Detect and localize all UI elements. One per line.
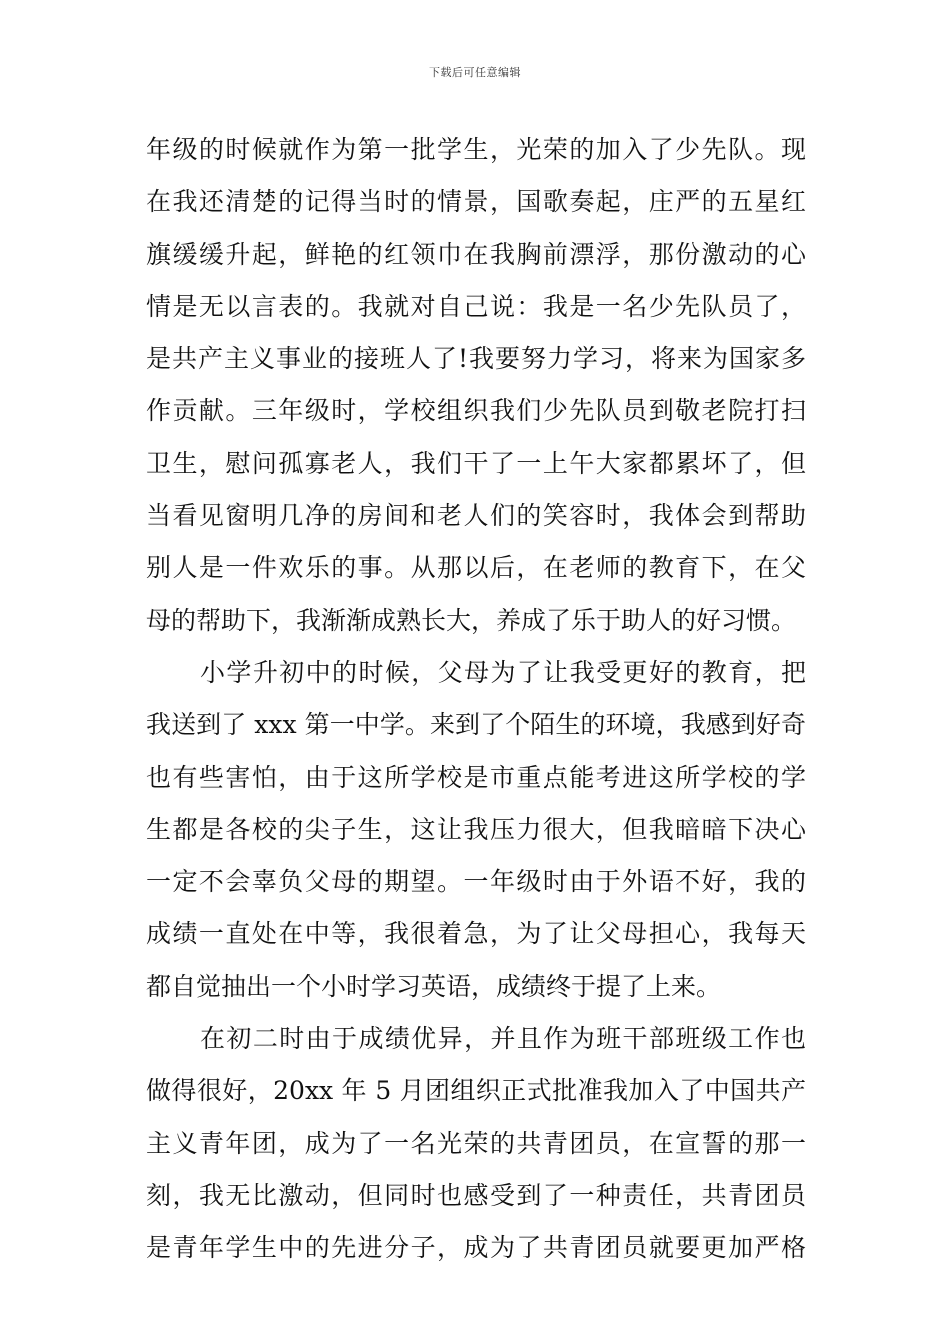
text-line: 主义青年团，成为了一名光荣的共青团员，在宣誓的那一 [146, 1128, 806, 1158]
text-line: 情是无以言表的。我就对自己说：我是一名少先队员了， [146, 291, 806, 321]
text-line: 是青年学生中的先进分子，成为了共青团员就要更加严格 [146, 1233, 806, 1263]
body-text [146, 124, 806, 1275]
text-line: 我送到了 xxx 第一中学。来到了个陌生的环境，我感到好奇 [146, 710, 806, 740]
text-line: 生都是各校的尖子生，这让我压力很大，但我暗暗下决心 [146, 814, 806, 844]
text-line: 都自觉抽出一个小时学习英语，成绩终于提了上来。 [146, 971, 722, 1001]
text-line: 在我还清楚的记得当时的情景，国歌奏起，庄严的五星红 [146, 187, 806, 217]
page-header: 下载后可任意编辑 [429, 66, 521, 79]
text-line: 小学升初中的时候，父母为了让我受更好的教育，把 [200, 657, 806, 687]
text-line: 旗缓缓升起，鲜艳的红领巾在我胸前漂浮，那份激动的心 [146, 239, 806, 269]
text-line: 在初二时由于成绩优异，并且作为班干部班级工作也 [200, 1024, 806, 1054]
text-line: 卫生，慰问孤寡老人，我们干了一上午大家都累坏了，但 [146, 448, 806, 478]
text-line: 母的帮助下，我渐渐成熟长大，养成了乐于助人的好习惯。 [146, 605, 797, 635]
paragraph [146, 1013, 806, 1274]
text-line: 刻，我无比激动，但同时也感受到了一种责任，共青团员 [146, 1180, 806, 1210]
text-line: 年级的时候就作为第一批学生，光荣的加入了少先队。现 [146, 135, 806, 164]
text-line: 成绩一直处在中等，我很着急，为了让父母担心，我每天 [146, 919, 806, 949]
paragraph [146, 124, 806, 647]
text-line: 当看见窗明几净的房间和老人们的笑容时，我体会到帮助 [146, 501, 806, 531]
text-line: 别人是一件欢乐的事。从那以后，在老师的教育下，在父 [146, 553, 806, 583]
text-line: 做得很好，20xx 年 5 月团组织正式批准我加入了中国共产 [146, 1076, 806, 1106]
text-line: 是共产主义事业的接班人了!我要努力学习，将来为国家多 [146, 344, 806, 374]
text-line: 也有些害怕，由于这所学校是市重点能考进这所学校的学 [146, 762, 806, 792]
text-line: 作贡献。三年级时，学校组织我们少先队员到敬老院打扫 [146, 396, 806, 426]
text-line: 一定不会辜负父母的期望。一年级时由于外语不好，我的 [146, 867, 806, 897]
paragraph [146, 647, 806, 1013]
